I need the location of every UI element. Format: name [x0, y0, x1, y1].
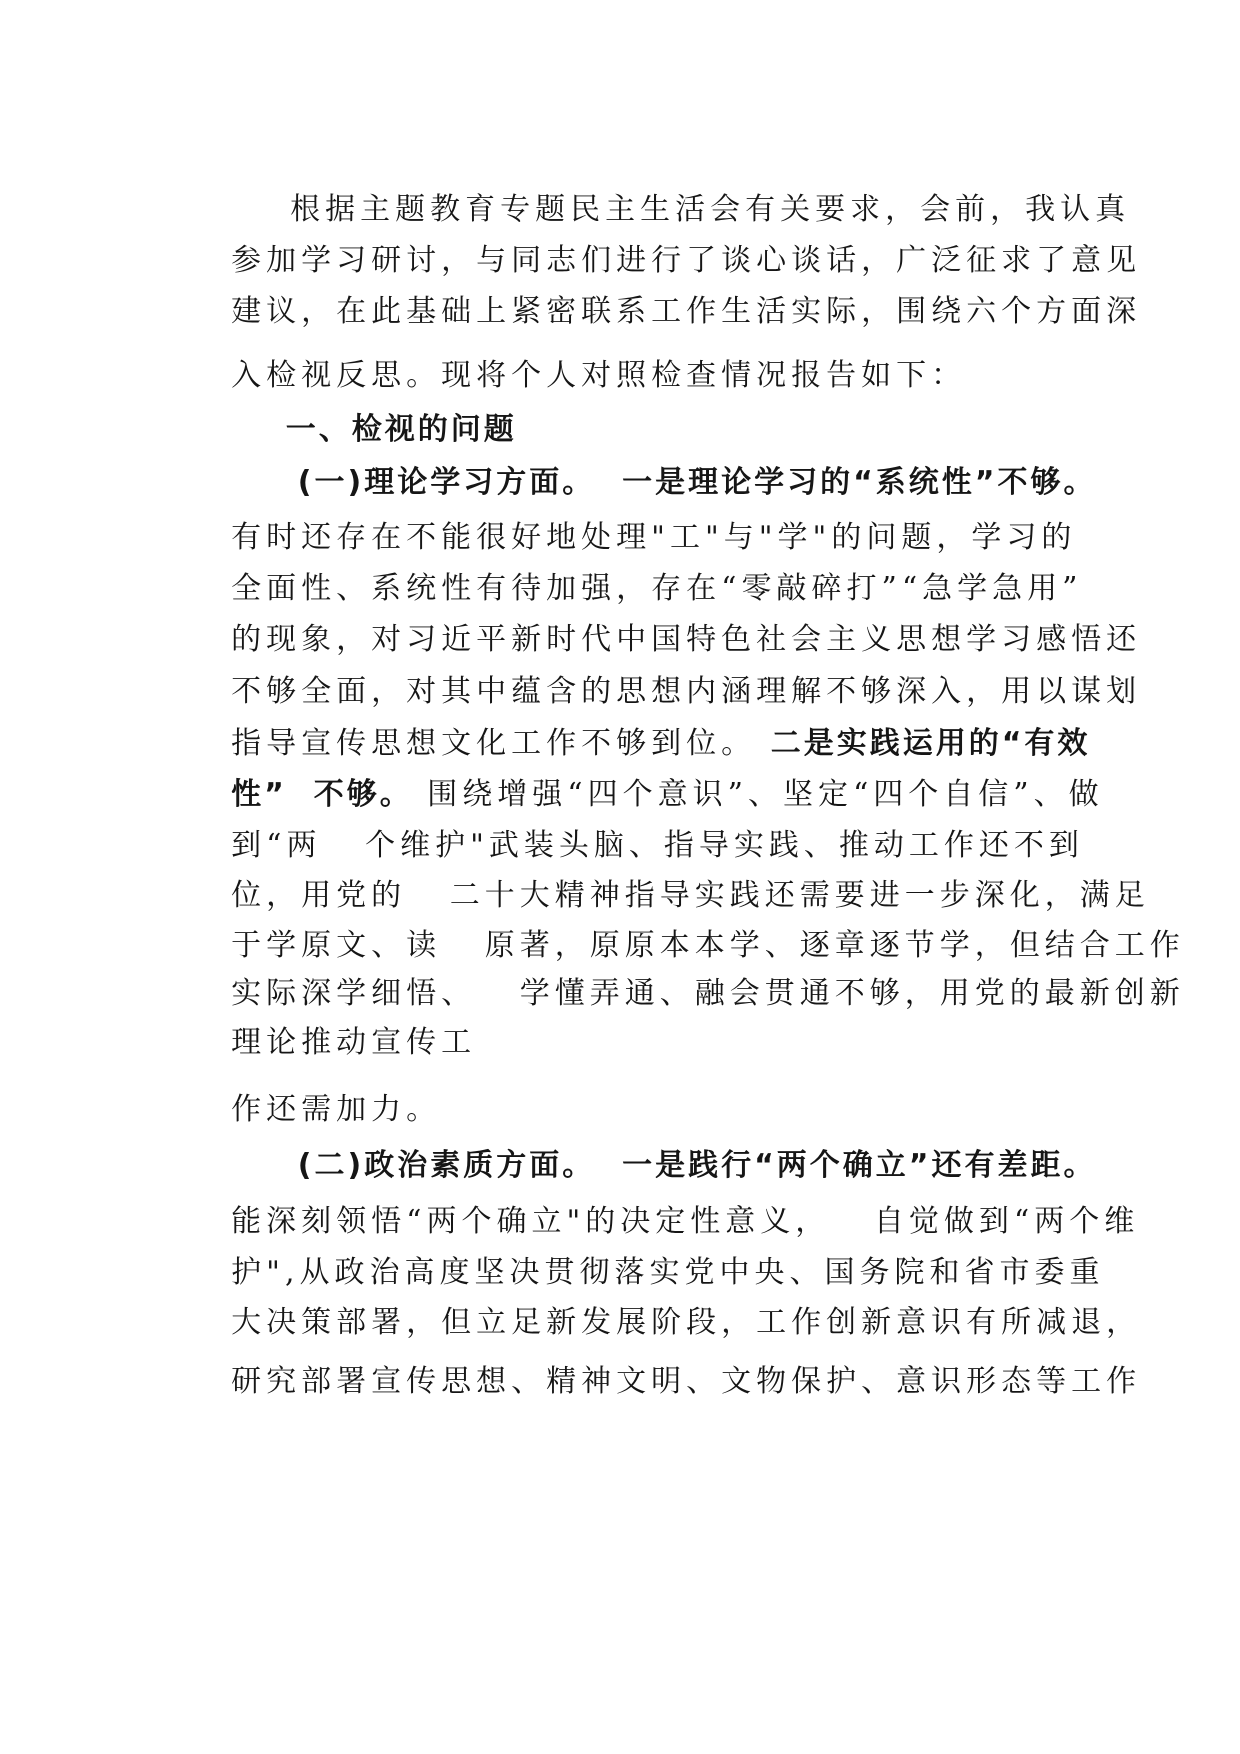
text-segment: 建议，在此基础上紧密联系工作生活实际，围绕六个方面深 — [231, 294, 1142, 329]
text-segment: 全面性、系统性有待加强，存在“零敲碎打”“急学急用” — [231, 571, 1083, 606]
text-segment: 根据主题教育专题民主生活会有关要求，会前，我认真 — [290, 192, 1131, 227]
text-segment: 作还需加力。 — [231, 1092, 442, 1127]
text-segment: 不够全面，对其中蕴含的思想内涵理解不够深入，用以谋划 — [231, 674, 1142, 709]
bold-point-text: 性” 不够。 — [231, 777, 413, 812]
text-segment: 位，用党的 二十大精神指导实践还需要进一步深化，满足 — [231, 878, 1150, 913]
text-segment: 有时还存在不能很好地处理"工"与"学"的问题，学习的 — [231, 520, 1077, 555]
text-segment: 理论推动宣传工 — [231, 1025, 477, 1060]
text-segment: 参加学习研讨，与同志们进行了谈心谈话，广泛征求了意见 — [231, 243, 1142, 278]
heading-text: (二)政治素质方面。 一是践行“两个确立”还有差距。 — [297, 1148, 1097, 1183]
text-segment: 能深刻领悟“两个确立"的决定性意义， 自觉做到“两个维 — [231, 1204, 1140, 1239]
text-segment: 指导宣传思想文化工作不够到位。 — [231, 726, 771, 761]
heading-text: (一)理论学习方面。 一是理论学习的“系统性”不够。 — [297, 465, 1097, 500]
paragraph-2-line-4 — [173, 1322, 1141, 1442]
text-segment: 入检视反思。现将个人对照检查情况报告如下： — [231, 358, 967, 393]
text-segment: 研究部署宣传思想、精神文明、文物保护、意识形态等工作 — [231, 1364, 1142, 1399]
bold-point-text: 二是实践运用的“有效 — [770, 726, 1091, 761]
text-segment: 到“两 个维护"武装头脑、指导实践、推动工作还不到 — [231, 828, 1084, 863]
text-segment: 的现象，对习近平新时代中国特色社会主义思想学习感悟还 — [231, 622, 1142, 657]
heading-text: 一、检视的问题 — [285, 412, 517, 447]
text-segment: 实际深学细悟、 学懂弄通、融会贯通不够，用党的最新创新 — [231, 976, 1185, 1011]
text-segment: 围绕增强“四个意识”、坚定“四个自信”、做 — [412, 777, 1104, 812]
text-segment: 护",从政治高度坚决贯彻落实党中央、国务院和省市委重 — [231, 1255, 1105, 1290]
text-segment: 大决策部署，但立足新发展阶段，工作创新意识有所减退， — [231, 1305, 1142, 1340]
text-segment: 于学原文、读 原著，原原本本学、逐章逐节学，但结合工作 — [231, 928, 1185, 963]
